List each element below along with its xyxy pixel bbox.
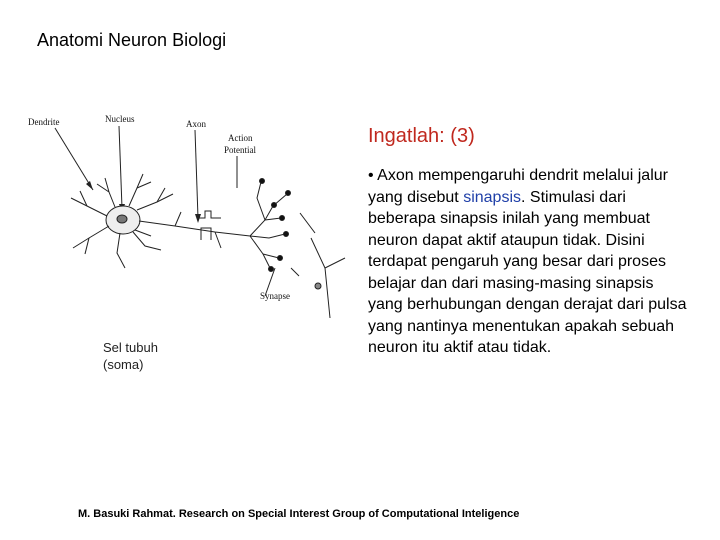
caption-line-2: (soma): [103, 357, 144, 372]
slide-title: Anatomi Neuron Biologi: [37, 30, 227, 50]
slide-heading: Ingatlah: (3): [368, 125, 475, 147]
label-axon: Axon: [186, 119, 206, 129]
label-nucleus: Nucleus: [105, 114, 135, 124]
body-text-start: • Axon mempengaruhi dendrit melalui jalur yang disebut: [368, 167, 668, 206]
label-synapse: Synapse: [260, 291, 290, 301]
footer-credit: M. Basuki Rahmat. Research on Special Interest Group of Computational Inteligence: [78, 508, 520, 520]
body-paragraph: [368, 165, 688, 359]
body-text-end: . Stimulasi dari beberapa sinapsis inilah yang membuat neuron dapat aktif ataupun tidak. Disini terdapat pengaruh yang besar dari proses belajar dan dari masing-masing sinapsis yang berhubungan dengan derajat dari pulsa yang nantinya menentukan apakah sebuah neuron itu aktif atau tidak.: [368, 188, 687, 356]
label-potential: Potential: [224, 145, 256, 155]
label-dendrite: Dendrite: [28, 117, 60, 127]
caption-line-1: Sel tubuh: [103, 340, 158, 355]
soma-caption: [103, 339, 158, 373]
label-action: Action: [228, 133, 253, 143]
neuron-drawing: [55, 126, 345, 318]
synapse-term: sinapsis: [463, 188, 521, 206]
neuron-diagram: [25, 108, 370, 338]
